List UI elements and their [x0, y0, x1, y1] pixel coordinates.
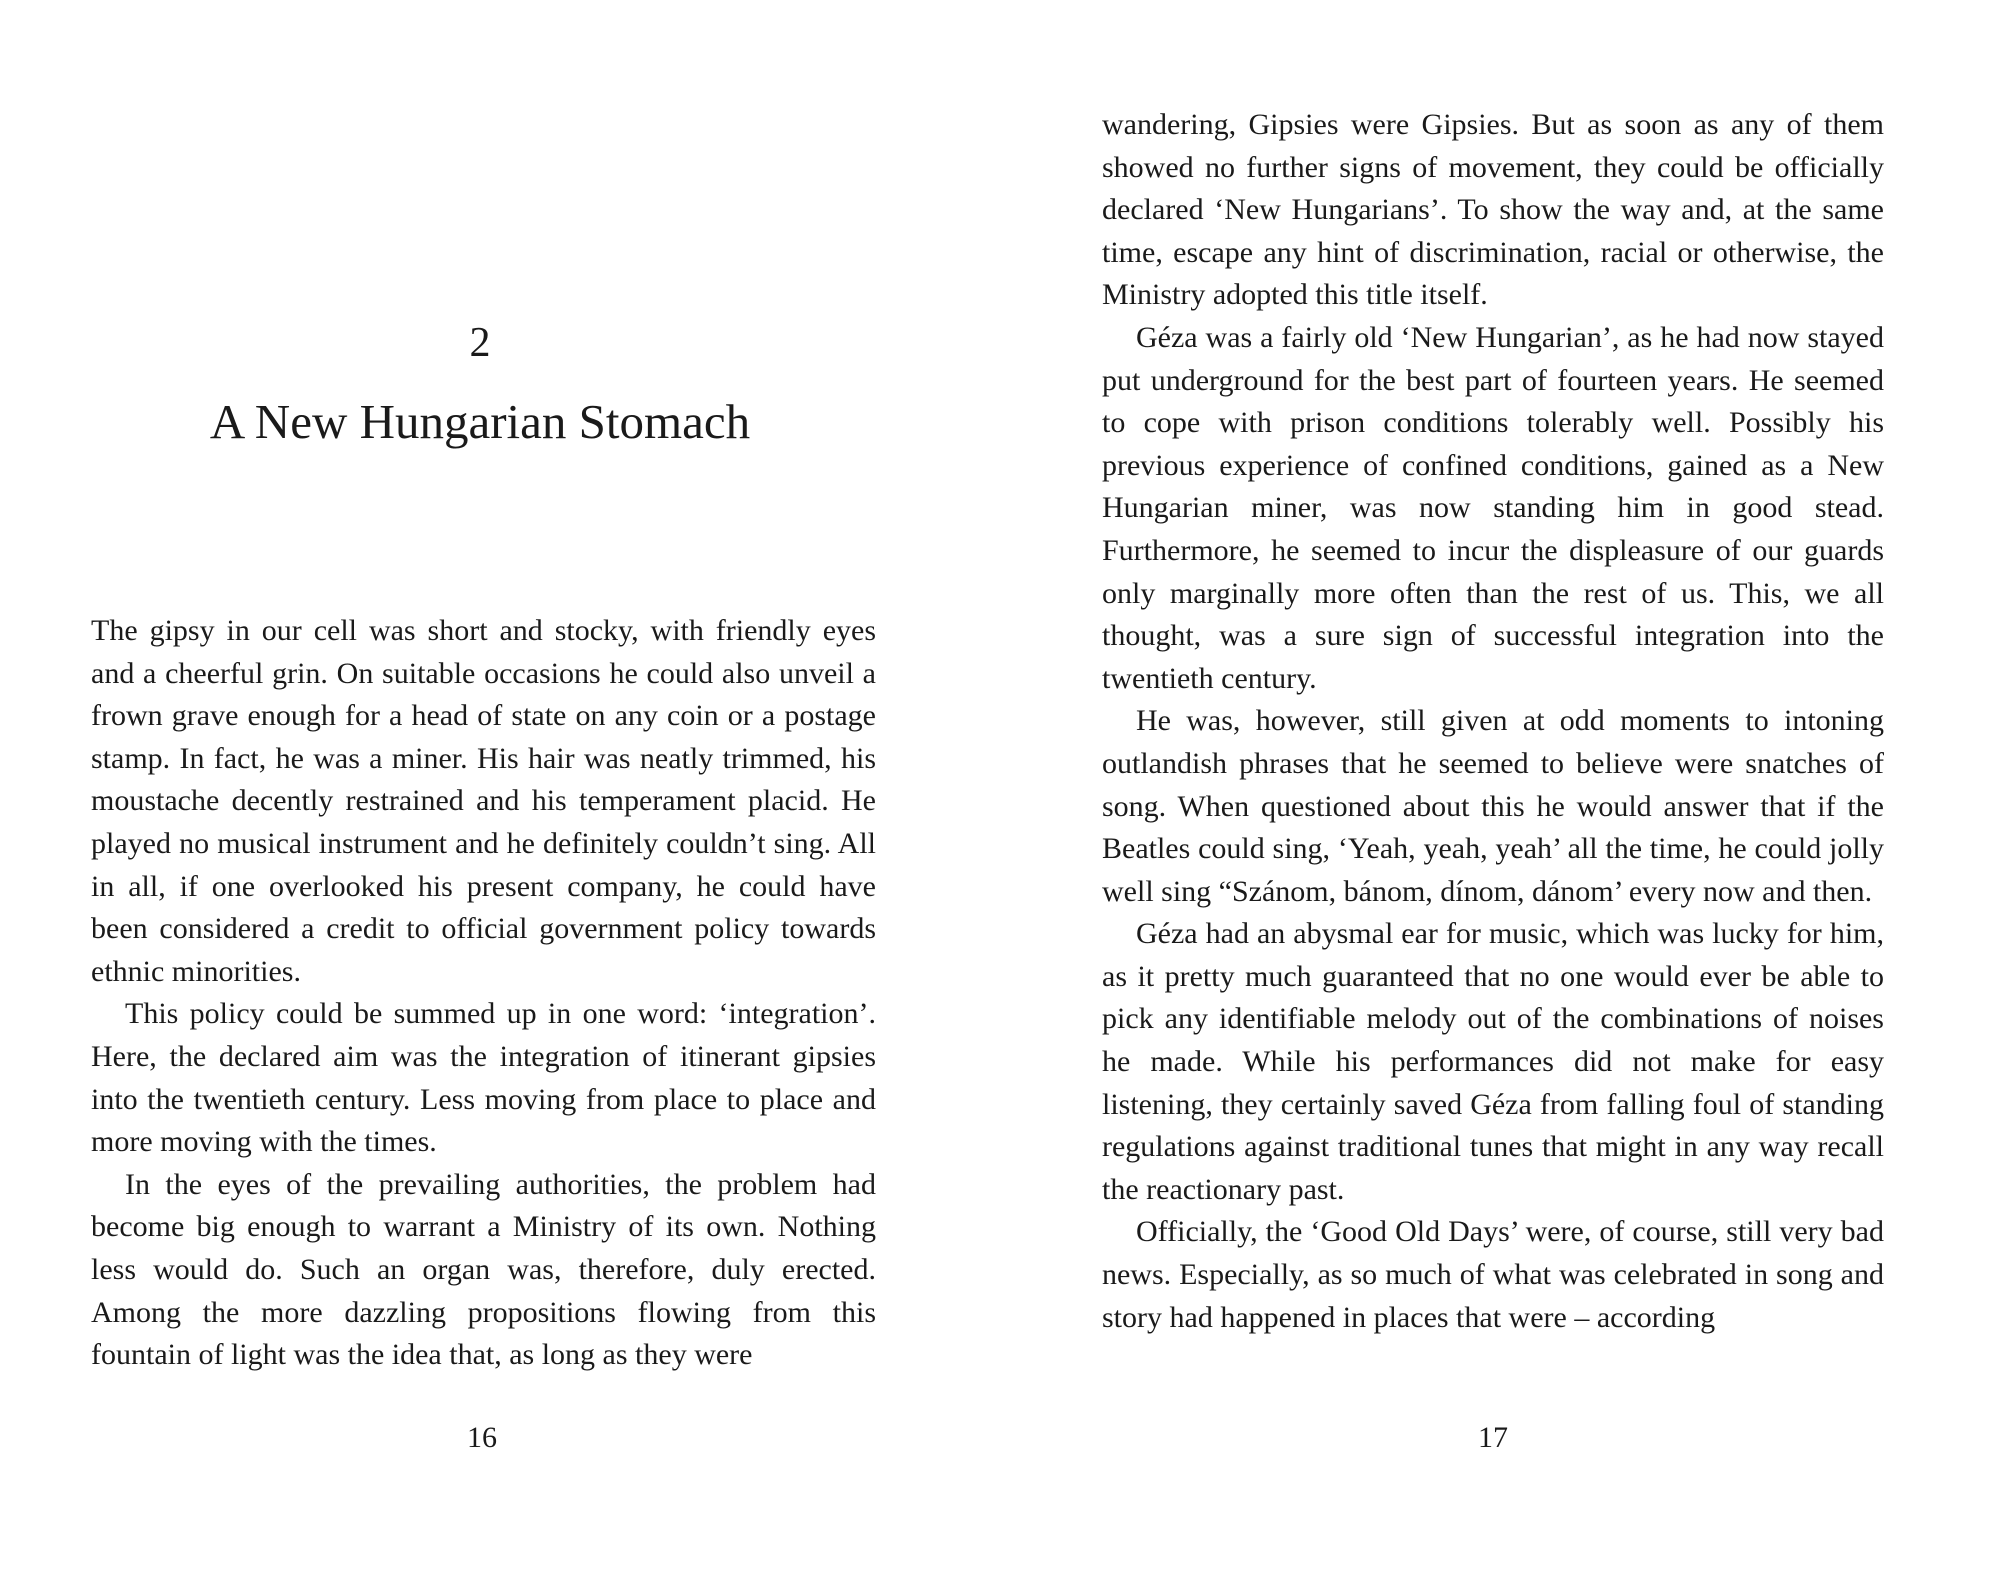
chapter-title: A New Hungarian Stomach [209, 394, 751, 449]
paragraph: He was, however, still given at odd moments to intoning outlandish phrases that he seemed to believe were snatches of song. When questioned about this he would answer that if the Beatles could sing, ‘Yeah, yeah, yeah’ all the time, he could jolly well sing “Szánom, bánom, dínom, dánom’ every now and then. [1102, 704, 1884, 908]
paragraph: Géza was a fairly old ‘New Hungarian’, as he had now stayed put underground for the best part of fourteen years. He seemed to cope with prison conditions tolerably well. Possibly his previous experience of confined conditions, gained as a New Hungarian miner, was now standing him in good stead. Furthermore, he seemed to incur the displeasure of our guards only marginally more often than the rest of us. This, we all thought, was a sure sign of successful integration into the twentieth century. [1102, 320, 1884, 695]
paragraph: wandering, Gipsies were Gipsies. But as soon as any of them showed no further signs of movement, they could be officially declared ‘New Hungarians’. To show the way and, at the same time, escape any hint of discrimination, racial or otherwise, the Ministry adopted this title itself. [1102, 108, 1884, 312]
right-page-body [1102, 104, 1884, 1339]
paragraph: Officially, the ‘Good Old Days’ were, of course, still very bad news. Especially, as so much of what was celebrated in song and story had happened in places that were – according [1102, 1215, 1884, 1334]
paragraph: This policy could be summed up in one word: ‘integration’. Here, the declared aim was the integration of itinerant gipsies into the twentieth century. Less moving from place to place and more moving with the times. [91, 997, 876, 1159]
paragraph: The gipsy in our cell was short and stocky, with friendly eyes and a cheerful grin. On suitable occasions he could also unveil a frown grave enough for a head of state on any coin or a postage stamp. In fact, he was a miner. His hair was neatly trimmed, his moustache decently restrained and his temperament placid. He played no musical instrument and he definitely couldn’t sing. All in all, if one overlooked his present company, he could have been considered a credit to official government policy towards ethnic minorities. [91, 614, 876, 988]
page-number: 16 [467, 1421, 497, 1454]
right-page [1000, 0, 2000, 1573]
left-page-body [91, 610, 876, 1377]
paragraph: In the eyes of the prevailing authorities, the problem had become big enough to warrant a Ministry of its own. Nothing less would do. Such an organ was, therefore, duly erected. Among the more dazzling propositions flowing from this fountain of light was the idea that, as long as they were [91, 1167, 876, 1372]
chapter-number: 2 [469, 320, 491, 366]
page-number: 17 [1478, 1421, 1508, 1454]
paragraph: Géza had an abysmal ear for music, which was lucky for him, as it pretty much guaranteed that no one would ever be able to pick any identifiable melody out of the combinations of noises he made. While his performances did not make for easy listening, they certainly saved Géza from falling foul of standing regulations against traditional tunes that might in any way recall the reactionary past. [1102, 917, 1884, 1206]
